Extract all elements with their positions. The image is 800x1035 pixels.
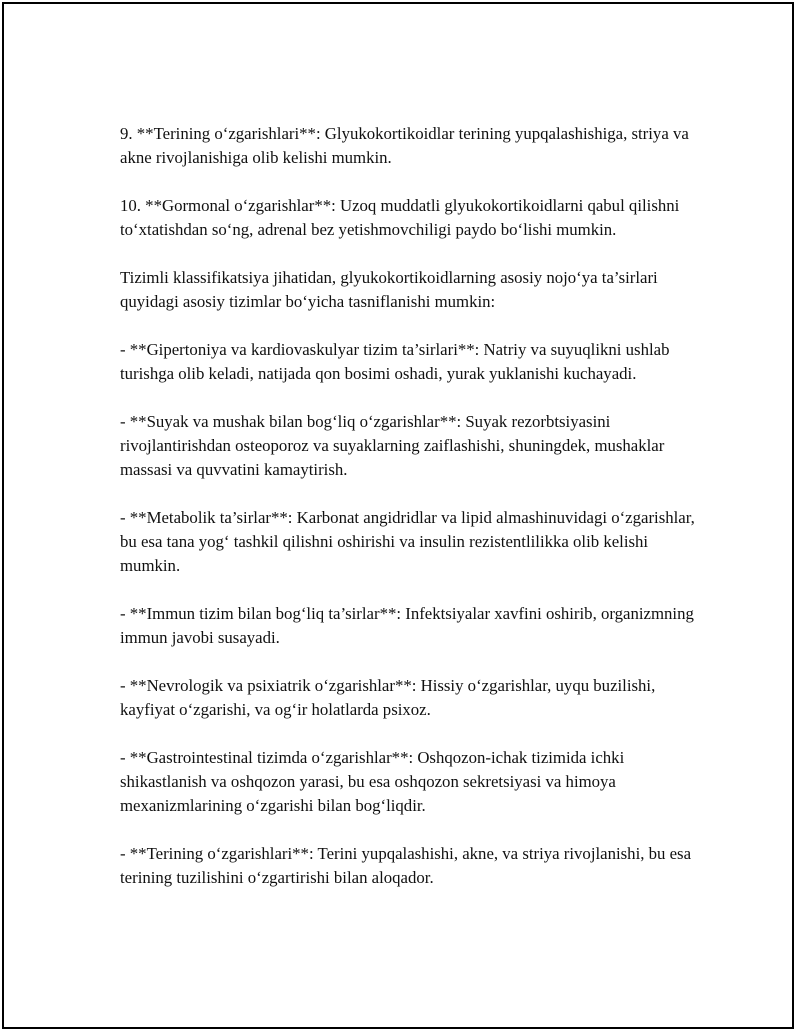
list-item-metabolic: - **Metabolik ta’sirlar**: Karbonat angidridlar va lipid almashinuvidagi o‘zgarishlar, bu esa tana yog‘ tashkil qilishni oshirishi va insulin rezistentlilikka olib kelishi mumkin. [120,508,695,575]
list-item-immune: - **Immun tizim bilan bog‘liq ta’sirlar**: Infektsiyalar xavfini oshirib, organizmning immun javobi susayadi. [120,604,694,647]
list-item-cardiovascular: - **Gipertoniya va kardiovaskulyar tizim ta’sirlari**: Natriy va suyuqlikni ushlab turishga olib keladi, natijada qon bosimi oshadi, yurak yuklanishi kuchayadi. [120,340,670,383]
list-item-bone-muscle: - **Suyak va mushak bilan bog‘liq o‘zgarishlar**: Suyak rezorbtsiyasini rivojlantirishdan osteoporoz va suyaklarning zaiflashishi, shuningdek, mushaklar massasi va quvvatini kamaytirish. [120,412,665,479]
page-frame [2,2,794,1029]
list-item-skin: - **Terining o‘zgarishlari**: Terini yupqalashishi, akne, va striya rivojlanishi, bu esa terining tuzilishini o‘zgartirishi bilan aloqador. [120,844,692,887]
list-item-neuro-psychiatric: - **Nevrologik va psixiatrik o‘zgarishlar**: Hissiy o‘zgarishlar, uyqu buzilishi, kayfiyat o‘zgarishi, va og‘ir holatlarda psixoz. [120,676,656,719]
paragraph-hormonal-changes: 10. **Gormonal o‘zgarishlar**: Uzoq muddatli glyukokortikoidlarni qabul qilishni to‘xtatishdan so‘ng, adrenal bez yetishmovchiligi paydo bo‘lishi mumkin. [120,196,680,239]
paragraph-skin-changes: 9. **Terining o‘zgarishlari**: Glyukokortikoidlar terining yupqalashishiga, striya va akne rivojlanishiga olib kelishi mumkin. [120,124,689,167]
document-body [120,122,700,914]
list-item-gastrointestinal: - **Gastrointestinal tizimda o‘zgarishlar**: Oshqozon-ichak tizimida ichki shikastlanish va oshqozon yarasi, bu esa oshqozon sekretsiyasi va himoya mexanizmlarining o‘zgarishi bilan bog‘liqdir. [120,748,625,815]
paragraph-classification-intro: Tizimli klassifikatsiya jihatidan, glyukokortikoidlarning asosiy nojo‘ya ta’sirlari quyidagi asosiy tizimlar bo‘yicha tasniflanishi mumkin: [120,268,658,311]
